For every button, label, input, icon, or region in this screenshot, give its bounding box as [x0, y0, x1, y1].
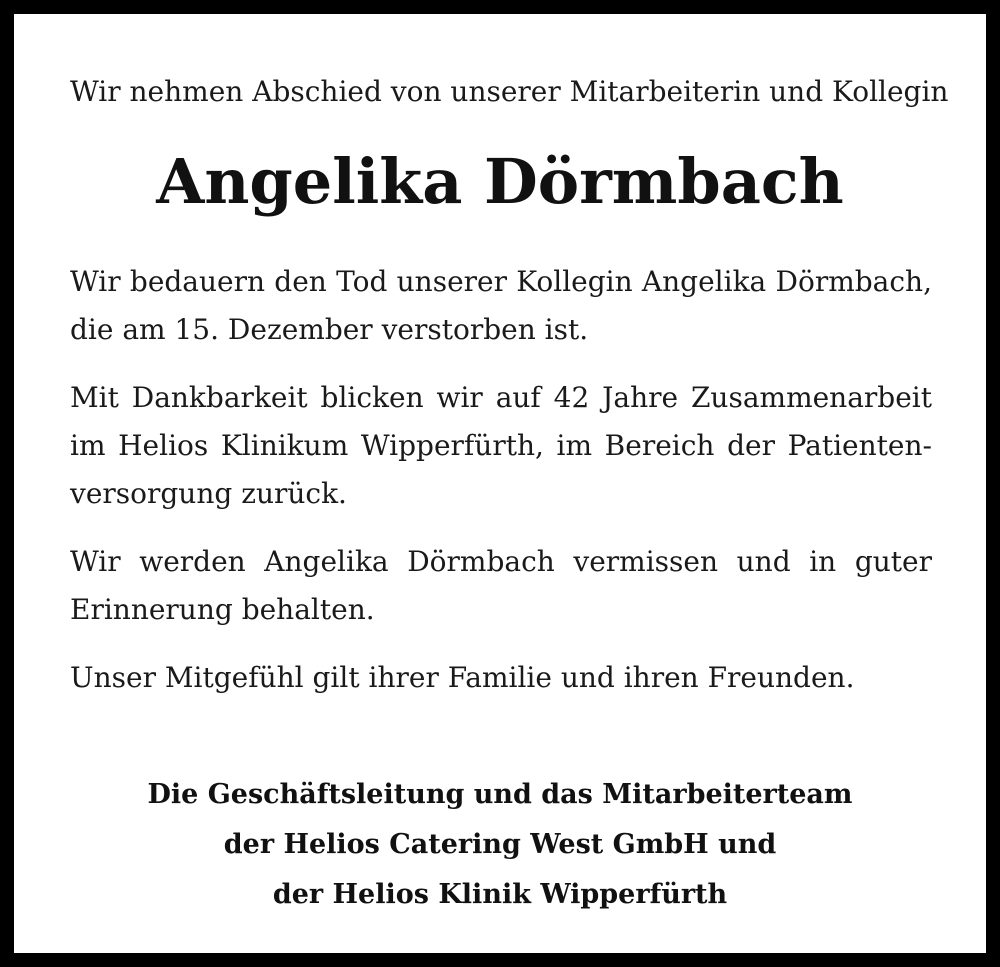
- signature-line-1: Die Geschäftsleitung und das Mitarbeiterteam: [147, 779, 853, 810]
- paragraph-condolence: Wir bedauern den Tod unserer Kollegin Angelika Dörmbach, die am 15. Dezember verstorben ist.: [70, 265, 932, 346]
- paragraph-gratitude: Mit Dankbarkeit blicken wir auf 42 Jahre Zusammenarbeit im Helios Klinikum Wipperfürth, im Bereich der Patientenversorgung zurück.: [70, 381, 932, 510]
- signature-block: [14, 770, 986, 920]
- paragraph-sympathy: Unser Mitgefühl gilt ihrer Familie und ihren Freunden.: [70, 661, 855, 694]
- signature-line-3: der Helios Klinik Wipperfürth: [272, 879, 728, 910]
- notice-body: [70, 258, 932, 722]
- intro-line: Wir nehmen Abschied von unserer Mitarbeiterin und Kollegin: [70, 75, 949, 108]
- signature-line-2: der Helios Catering West GmbH und: [223, 829, 777, 860]
- deceased-name: Angelika Dörmbach: [156, 145, 844, 218]
- paragraph-remembrance: Wir werden Angelika Dörmbach vermissen und in guter Erinnerung behalten.: [70, 545, 932, 626]
